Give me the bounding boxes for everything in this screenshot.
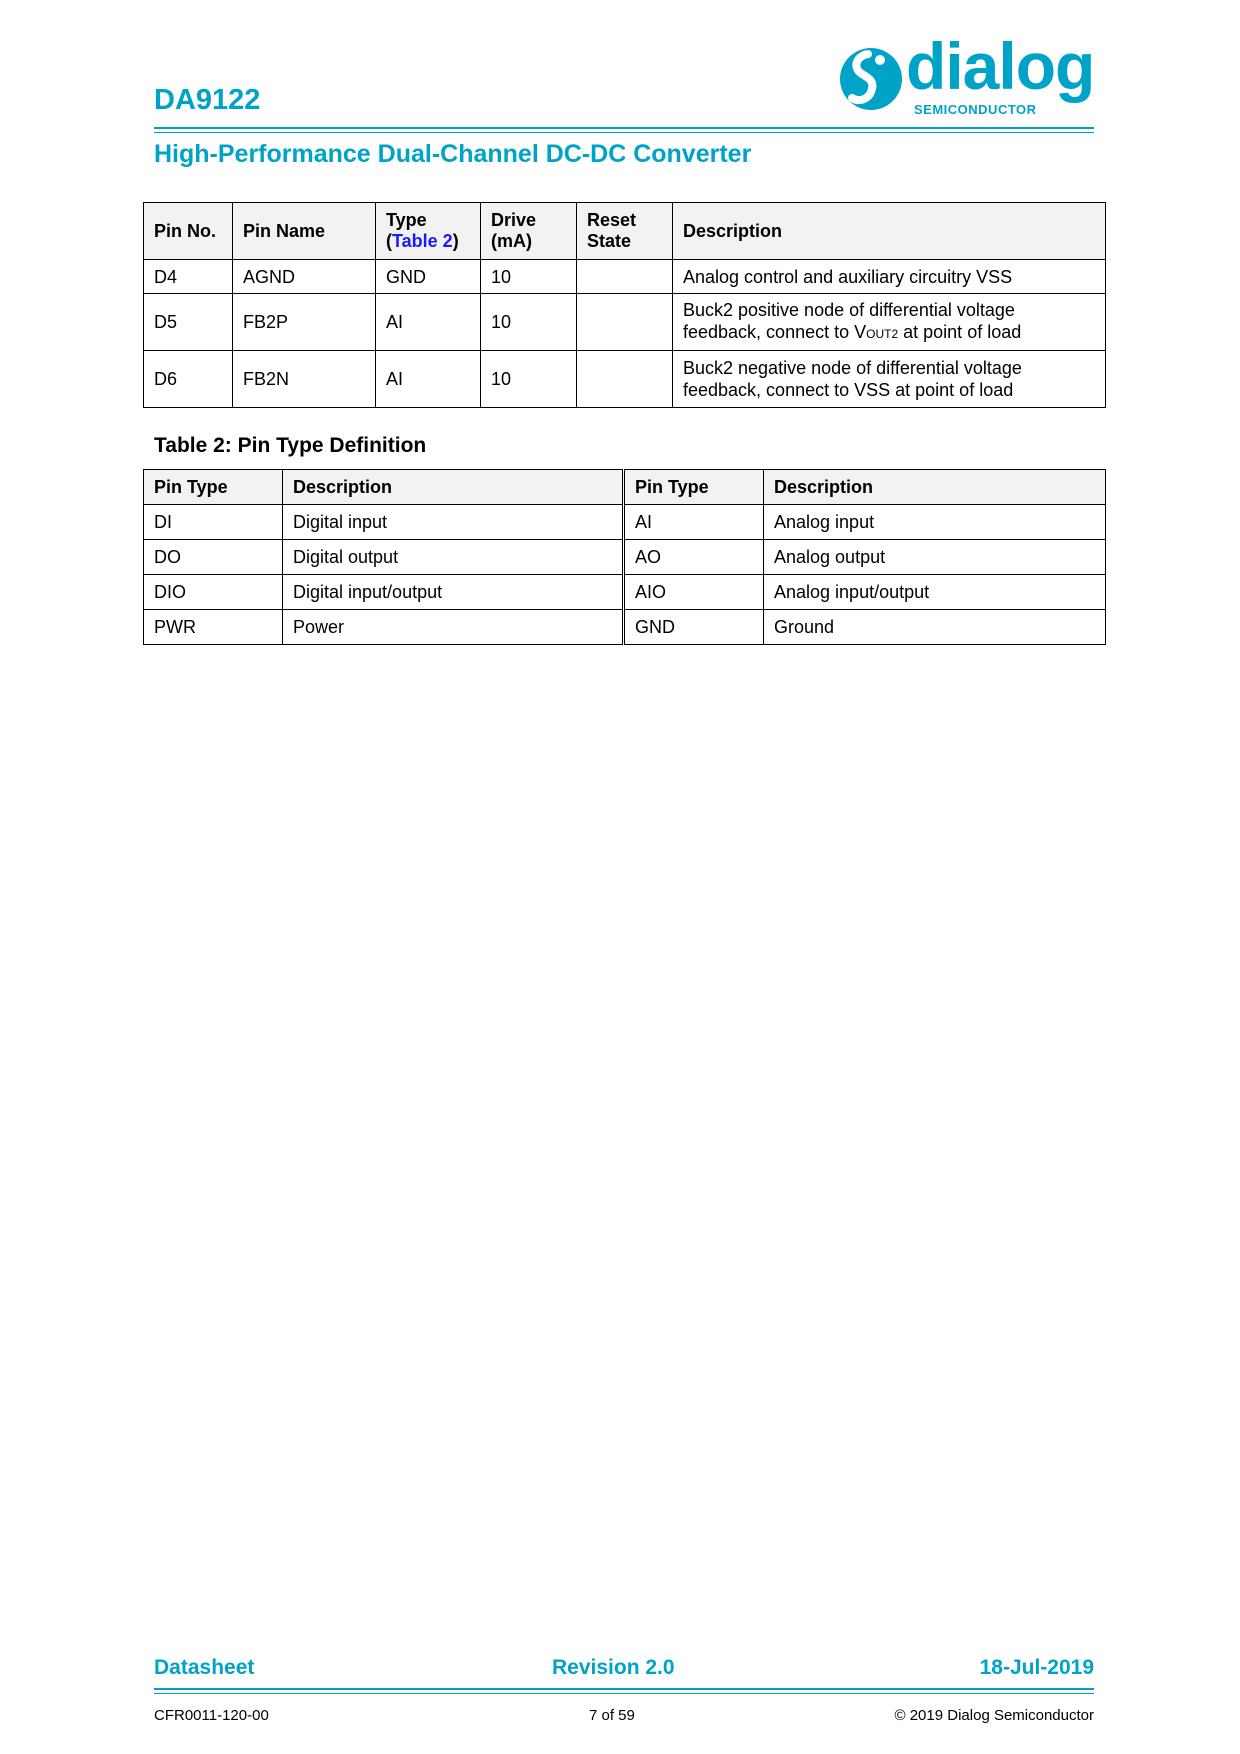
- cell-reset: [577, 260, 673, 294]
- logo-subtext: SEMICONDUCTOR: [914, 102, 1037, 117]
- table-header-row: [144, 470, 1106, 505]
- header-type-ref: (Table 2): [386, 231, 459, 251]
- cell-pin-type: AI: [624, 505, 764, 540]
- description-line-post: at point of load: [898, 322, 1022, 342]
- cell-description: [673, 351, 1106, 408]
- description-subscript: OUT2: [866, 327, 899, 341]
- header-reset-state: [577, 203, 673, 260]
- table-row: [144, 505, 1106, 540]
- table-row: [144, 260, 1106, 294]
- header-pin-type-left: Pin Type: [144, 470, 283, 505]
- table-row: [144, 540, 1106, 575]
- table-2-link[interactable]: Table 2: [392, 231, 453, 251]
- pin-type-definition-table: [143, 469, 1106, 645]
- header-description: Description: [673, 203, 1106, 260]
- cell-pin-type: AIO: [624, 575, 764, 610]
- header-state-label: State: [587, 231, 632, 251]
- table-row: [144, 575, 1106, 610]
- cell-description: Digital output: [283, 540, 624, 575]
- dialog-logo-mark-icon: [838, 44, 904, 114]
- table-2-caption: Table 2: Pin Type Definition: [154, 434, 427, 457]
- description-line: Buck2 negative node of differential voltage: [683, 358, 1022, 378]
- cell-pin-name: AGND: [233, 260, 376, 294]
- cell-pin-type: AO: [624, 540, 764, 575]
- description-line: feedback, connect to VSS at point of load: [683, 380, 1014, 400]
- cell-pin-type: DO: [144, 540, 283, 575]
- header-drive-label: Drive: [491, 210, 537, 230]
- cell-drive: 10: [481, 351, 577, 408]
- cell-description: Analog input: [764, 505, 1106, 540]
- table-header-row: [144, 203, 1106, 260]
- footer-page-number: 7 of 59: [589, 1707, 635, 1724]
- footer-revision: Revision 2.0: [552, 1656, 675, 1679]
- footer-date: 18-Jul-2019: [979, 1656, 1094, 1679]
- cell-reset: [577, 294, 673, 351]
- cell-description: Analog input/output: [764, 575, 1106, 610]
- table-row: [144, 610, 1106, 645]
- table-row: [144, 351, 1106, 408]
- footer-rule-thin: [154, 1693, 1094, 1694]
- logo-wordmark: dialog: [906, 29, 1095, 103]
- header-description-left: Description: [283, 470, 624, 505]
- cell-pin-no: D5: [144, 294, 233, 351]
- header-reset-label: Reset: [587, 210, 637, 230]
- header-pin-no: Pin No.: [144, 203, 233, 260]
- footer-doc-type: Datasheet: [154, 1656, 255, 1679]
- description-line: Buck2 positive node of differential voltage: [683, 300, 1015, 320]
- cell-type: AI: [376, 294, 481, 351]
- dialog-logo: [838, 29, 1096, 120]
- header-type-label: Type: [386, 210, 427, 230]
- document-title: DA9122: [154, 84, 261, 116]
- cell-description: Ground: [764, 610, 1106, 645]
- footer-copyright: © 2019 Dialog Semiconductor: [894, 1707, 1094, 1724]
- cell-description: Digital input/output: [283, 575, 624, 610]
- cell-reset: [577, 351, 673, 408]
- cell-pin-type: DI: [144, 505, 283, 540]
- header-rule-thin: [154, 132, 1094, 133]
- cell-pin-type: GND: [624, 610, 764, 645]
- cell-description: [673, 294, 1106, 351]
- cell-drive: 10: [481, 260, 577, 294]
- header-drive-unit: (mA): [491, 231, 532, 251]
- cell-pin-type: PWR: [144, 610, 283, 645]
- cell-pin-type: DIO: [144, 575, 283, 610]
- cell-pin-name: FB2N: [233, 351, 376, 408]
- header-type: [376, 203, 481, 260]
- cell-description: Analog output: [764, 540, 1106, 575]
- cell-description: Analog control and auxiliary circuitry VSS: [673, 260, 1106, 294]
- cell-description: Power: [283, 610, 624, 645]
- cell-type: AI: [376, 351, 481, 408]
- cell-type: GND: [376, 260, 481, 294]
- header-pin-name: Pin Name: [233, 203, 376, 260]
- header-pin-type-right: Pin Type: [624, 470, 764, 505]
- cell-pin-name: FB2P: [233, 294, 376, 351]
- cell-pin-no: D6: [144, 351, 233, 408]
- header-drive: [481, 203, 577, 260]
- cell-drive: 10: [481, 294, 577, 351]
- cell-description: Digital input: [283, 505, 624, 540]
- table-row: [144, 294, 1106, 351]
- cell-pin-no: D4: [144, 260, 233, 294]
- pin-description-table: [143, 202, 1106, 408]
- footer-form-id: CFR0011-120-00: [154, 1707, 269, 1724]
- header-rule: [154, 127, 1094, 129]
- header-description-right: Description: [764, 470, 1106, 505]
- document-subtitle: High-Performance Dual-Channel DC-DC Converter: [154, 140, 752, 168]
- description-line-pre: feedback, connect to V: [683, 322, 867, 342]
- footer-rule: [154, 1688, 1094, 1690]
